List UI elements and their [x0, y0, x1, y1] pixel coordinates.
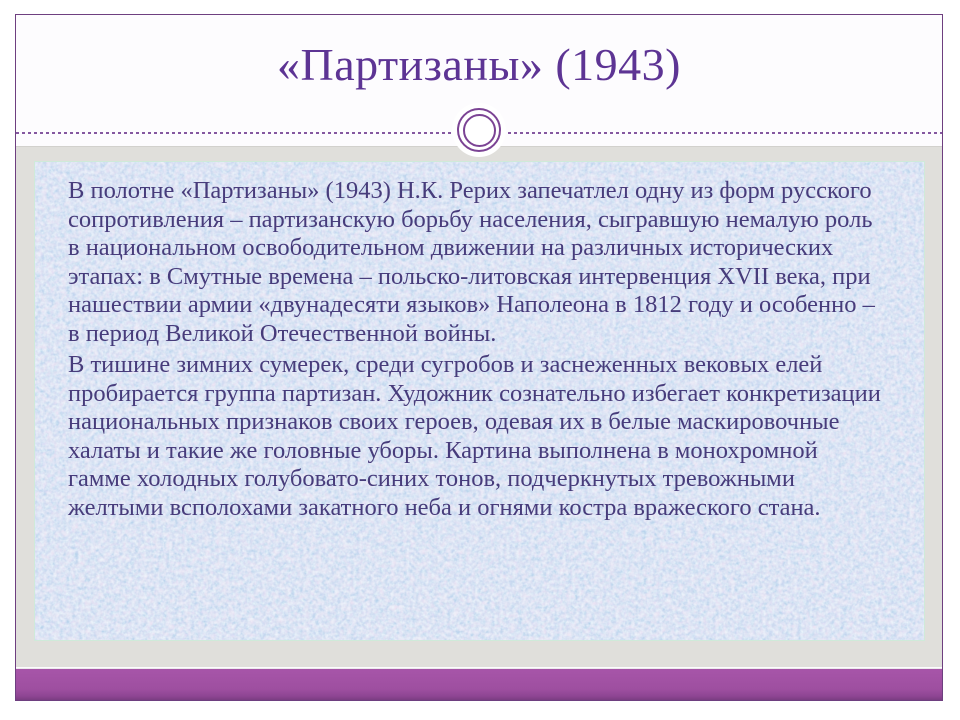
divider-circle-ornament	[452, 103, 506, 157]
ornament-inner-ring	[463, 114, 496, 147]
content-background-band	[16, 146, 942, 667]
slide-title: «Партизаны» (1943)	[277, 39, 681, 90]
ornament-outer-ring	[457, 108, 501, 152]
footer-accent-bar	[16, 668, 942, 700]
slide-frame	[15, 14, 943, 701]
paragraph-history: В полотне «Партизаны» (1943) Н.К. Рерих запечатлел одну из форм русского сопротивления – партизанскую борьбу населения, сыгравшую немалую роль в национальном освободительном движении на различных исторических этапах: в Смутные времена – польско-литовская интервенция XVII века, при нашествии армии «двунадесяти языков» Наполеона в 1812 году и особенно – в период Великой Отечественной войны.	[68, 177, 875, 347]
paragraph-description: В тишине зимних сумерек, среди сугробов и заснеженных вековых елей пробирается группа партизан. Художник сознательно избегает конкретизации национальных признаков своих героев, одевая их в белые маскировочные халаты и такие же головные уборы. Картина выполнена в монохромной гамме холодных голубовато-синих тонов, подчеркнутых тревожными желтыми всполохами закатного неба и огнями костра вражеского стана.	[68, 351, 881, 521]
body-text-block	[35, 162, 924, 522]
text-panel	[34, 161, 925, 641]
